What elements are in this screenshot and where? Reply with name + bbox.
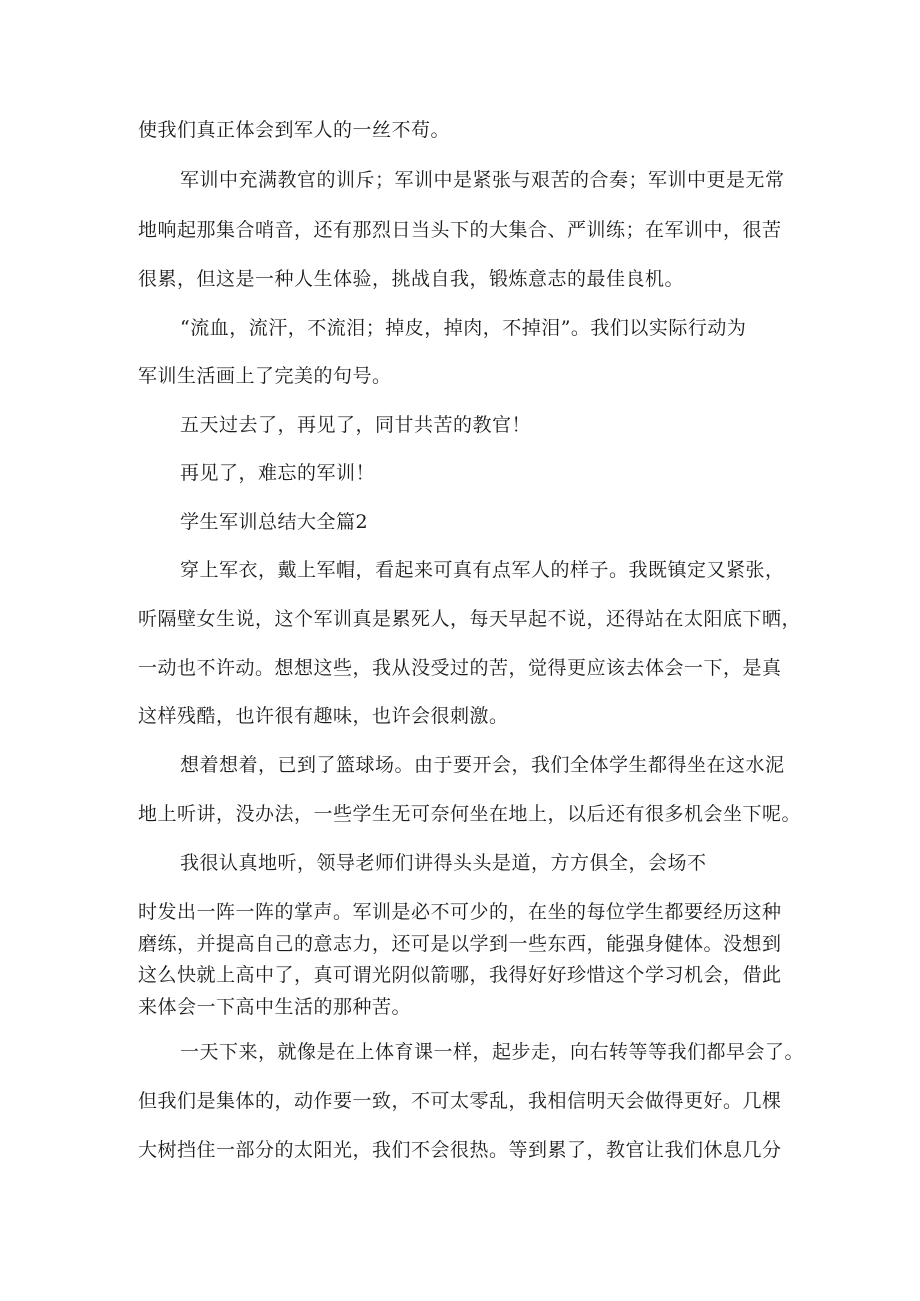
text-line: 五天过去了，再见了，同甘共苦的教官！ [180, 414, 532, 436]
text-line: 军训中充满教官的训斥；军训中是紧张与艰苦的合奏；军训中更是无常 [180, 169, 785, 191]
text-line: 听隔壁女生说，这个军训真是累死人，每天早起不说，还得站在太阳底下晒， [138, 608, 802, 630]
text-line: 很累，但这是一种人生体验，挑战自我，锻炼意志的最佳良机。 [138, 268, 685, 290]
text-line: 穿上军衣，戴上军帽，看起来可真有点军人的样子。我既镇定又紧张， [180, 559, 785, 581]
text-line: 想着想着，已到了篮球场。由于要开会，我们全体学生都得坐在这水泥 [180, 754, 785, 776]
text-line: 地响起那集合哨音，还有那烈日当头下的大集合、严训练；在军训中，很苦 [138, 219, 782, 241]
text-line: 我很认真地听，领导老师们讲得头头是道，方方俱全，会场不 [180, 852, 707, 874]
text-line: 但我们是集体的，动作要一致，不可太零乱，我相信明天会做得更好。几棵 [138, 1090, 782, 1112]
text-line: 这样残酷，也许很有趣味，也许会很刺激。 [138, 705, 509, 727]
text-line: 再见了，难忘的军训！ [180, 462, 376, 484]
text-line: 来体会一下高中生活的那种苦。 [138, 996, 412, 1018]
text-line: 大树挡住一部分的太阳光，我们不会很热。等到累了，教官让我们休息几分 [138, 1139, 782, 1161]
text-line: 这么快就上高中了，真可谓光阴似箭哪，我得好好珍惜这个学习机会，借此 [138, 964, 782, 986]
text-line: 军训生活画上了完美的句号。 [138, 365, 392, 387]
text-line: 一天下来，就像是在上体育课一样，起步走，向右转等等我们都早会了。 [180, 1041, 805, 1063]
text-line: 磨练，并提高自己的意志力，还可是以学到一些东西，能强身健体。没想到 [138, 933, 782, 955]
text-line: 地上听讲，没办法，一些学生无可奈何坐在地上，以后还有很多机会坐下呢。 [138, 803, 802, 825]
text-line: 使我们真正体会到军人的一丝不苟。 [138, 119, 451, 141]
text-line: 时发出一阵一阵的掌声。军训是必不可少的，在坐的每位学生都要经历这种 [138, 901, 782, 923]
text-line: “流血，流汗，不流泪；掉皮，掉肉，不掉泪”。我们以实际行动为 [180, 317, 747, 339]
section-heading: 学生军训总结大全篇2 [180, 511, 369, 533]
text-line: 一动也不许动。想想这些，我从没受过的苦，觉得更应该去体会一下，是真 [138, 657, 782, 679]
